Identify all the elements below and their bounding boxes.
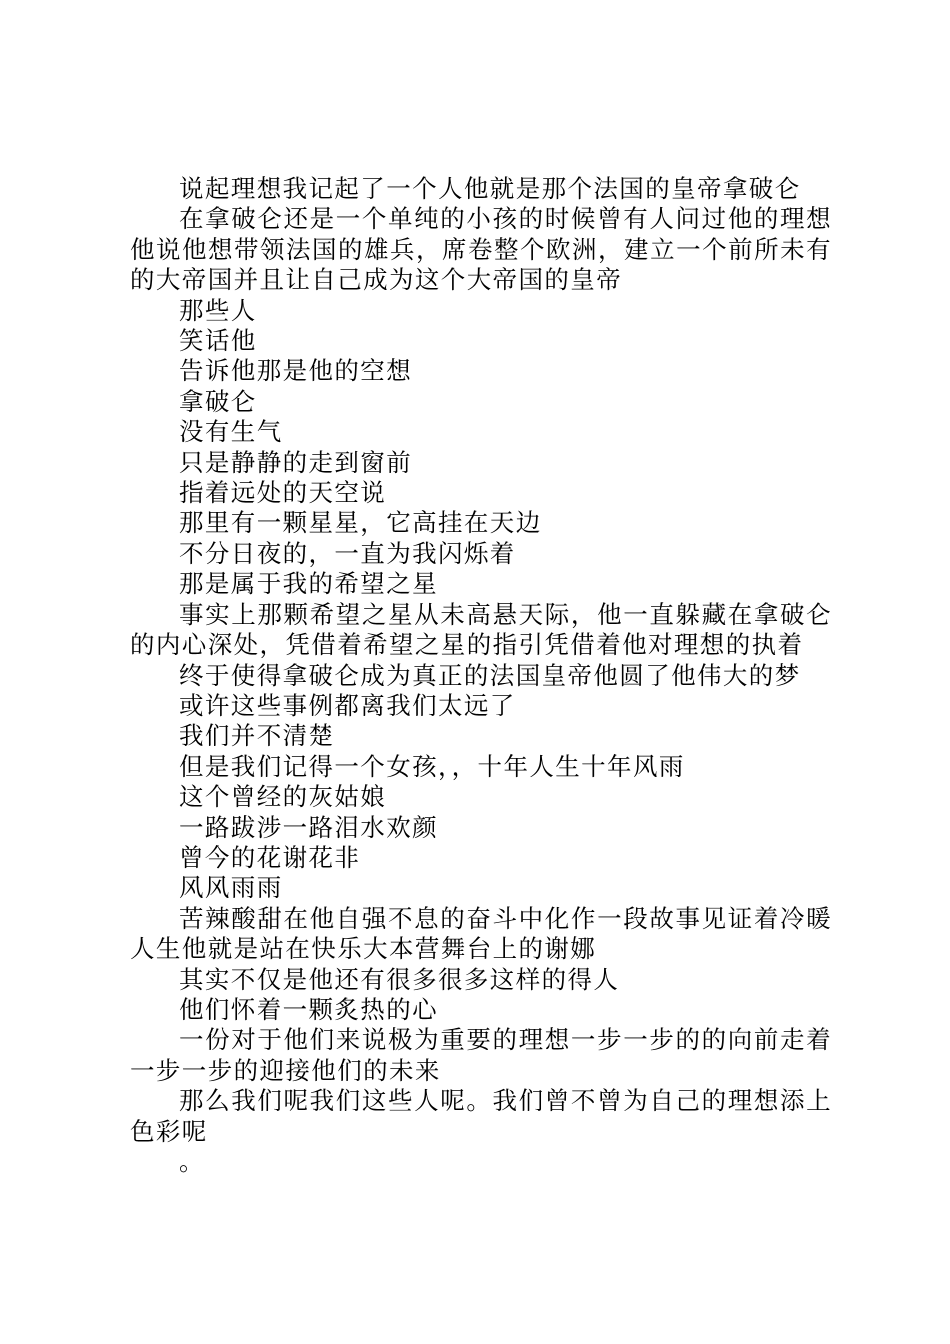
paragraph: 终于使得拿破仑成为真正的法国皇帝他圆了他伟大的梦 — [179, 660, 801, 690]
paragraph: 那是属于我的希望之星 — [179, 569, 438, 599]
paragraph: 风风雨雨 — [179, 873, 283, 903]
paragraph: 苦辣酸甜在他自强不息的奋斗中化作一段故事见证着冷暖人生他就是站在快乐大本营舞台上的谢娜 — [130, 903, 832, 964]
paragraph: 告诉他那是他的空想 — [179, 356, 413, 386]
paragraph: 没有生气 — [179, 417, 283, 447]
paragraph: 在拿破仑还是一个单纯的小孩的时候曾有人问过他的理想他说他想带领法国的雄兵，席卷整个欧洲，建立一个前所未有的大帝国并且让自己成为这个大帝国的皇帝 — [130, 204, 832, 295]
paragraph: 事实上那颗希望之星从未高悬天际，他一直躲藏在拿破仑的内心深处，凭借着希望之星的指引凭借着他对理想的执着 — [130, 599, 832, 660]
paragraph: 只是静静的走到窗前 — [179, 447, 413, 477]
paragraph: 笑话他 — [179, 326, 257, 356]
paragraph: 拿破仑 — [179, 386, 257, 416]
document-body — [130, 174, 832, 1177]
paragraph: 指着远处的天空说 — [179, 478, 387, 508]
paragraph: 曾今的花谢花非 — [179, 842, 361, 872]
paragraph: 我们并不清楚 — [179, 721, 335, 751]
paragraph: 他们怀着一颗炙热的心 — [179, 994, 438, 1024]
paragraph: 一份对于他们来说极为重要的理想一步一步的的向前走着一步一步的迎接他们的未来 — [130, 1025, 832, 1085]
paragraph: 。 — [179, 1147, 205, 1176]
paragraph: 不分日夜的，一直为我闪烁着 — [179, 538, 516, 568]
paragraph: 其实不仅是他还有很多很多这样的得人 — [179, 964, 620, 994]
paragraph: 那里有一颗星星，它高挂在天边 — [179, 508, 542, 538]
paragraph: 说起理想我记起了一个人他就是那个法国的皇帝拿破仑 — [179, 174, 801, 203]
paragraph: 但是我们记得一个女孩，，十年人生十年风雨 — [179, 751, 685, 781]
paragraph: 一路跋涉一路泪水欢颜 — [179, 812, 438, 842]
paragraph: 那么我们呢我们这些人呢。我们曾不曾为自己的理想添上色彩呢 — [130, 1086, 832, 1146]
paragraph: 那些人 — [179, 295, 257, 325]
paragraph: 这个曾经的灰姑娘 — [179, 782, 387, 812]
paragraph: 或许这些事例都离我们太远了 — [179, 690, 516, 720]
